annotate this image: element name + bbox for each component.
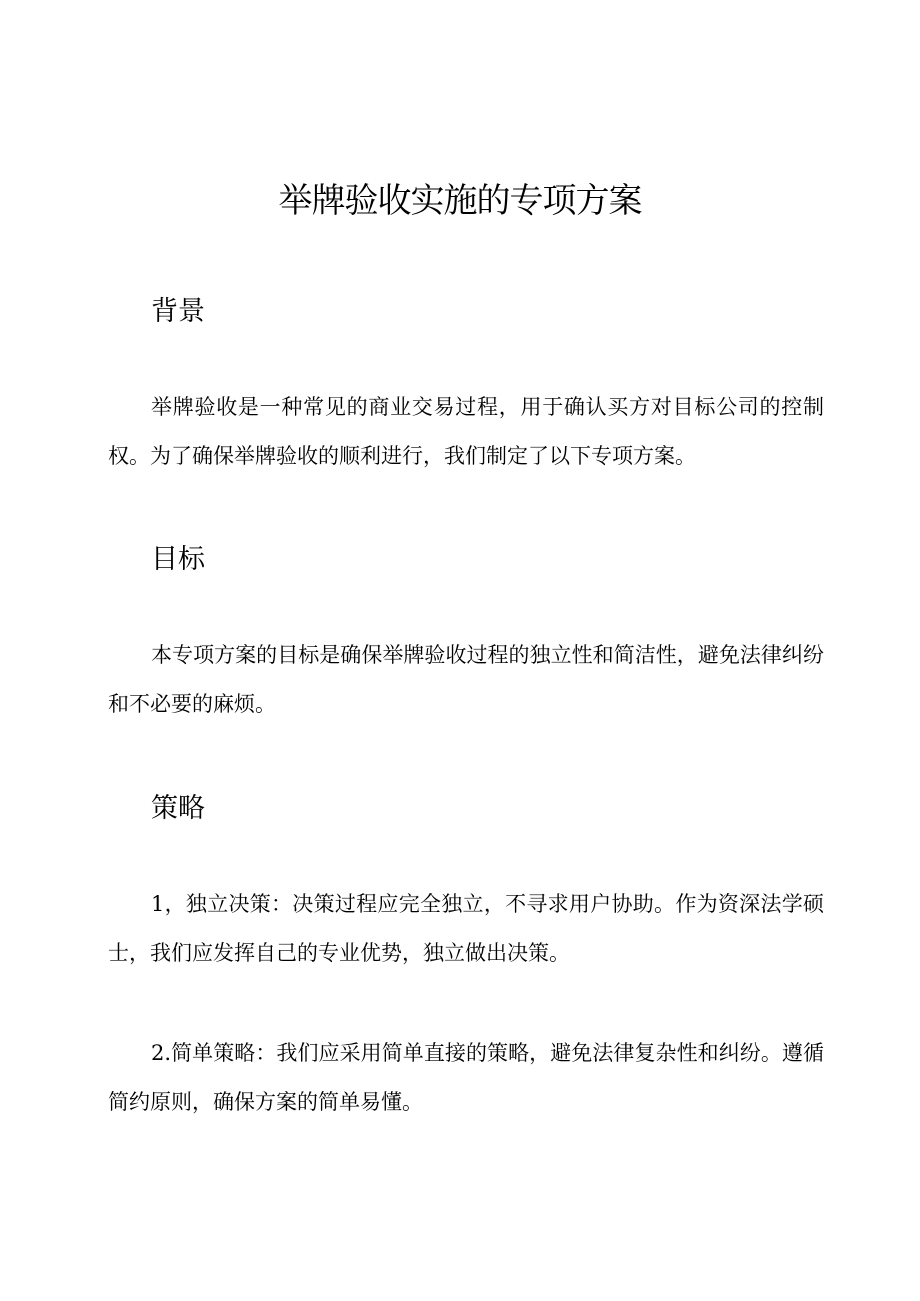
section-heading-background: 背景 [151, 296, 205, 327]
section-heading-goal: 目标 [151, 544, 205, 575]
section-heading-strategy: 策略 [151, 793, 205, 824]
background-paragraph: 举牌验收是一种常见的商业交易过程，用于确认买方对目标公司的控制权。为了确保举牌验收的顺利进行，我们制定了以下专项方案。 [108, 395, 824, 468]
document-title: 举牌验收实施的专项方案 [278, 181, 642, 221]
goal-paragraph: 本专项方案的目标是确保举牌验收过程的独立性和简洁性，避免法律纠纷和不必要的麻烦。 [108, 643, 824, 716]
strategy-item-1: 1，独立决策：决策过程应完全独立，不寻求用户协助。作为资深法学硕士，我们应发挥自己的专业优势，独立做出决策。 [108, 892, 824, 965]
strategy-item-2: 2.简单策略：我们应采用简单直接的策略，避免法律复杂性和纠纷。遵循简约原则，确保方案的简单易懂。 [108, 1041, 824, 1114]
